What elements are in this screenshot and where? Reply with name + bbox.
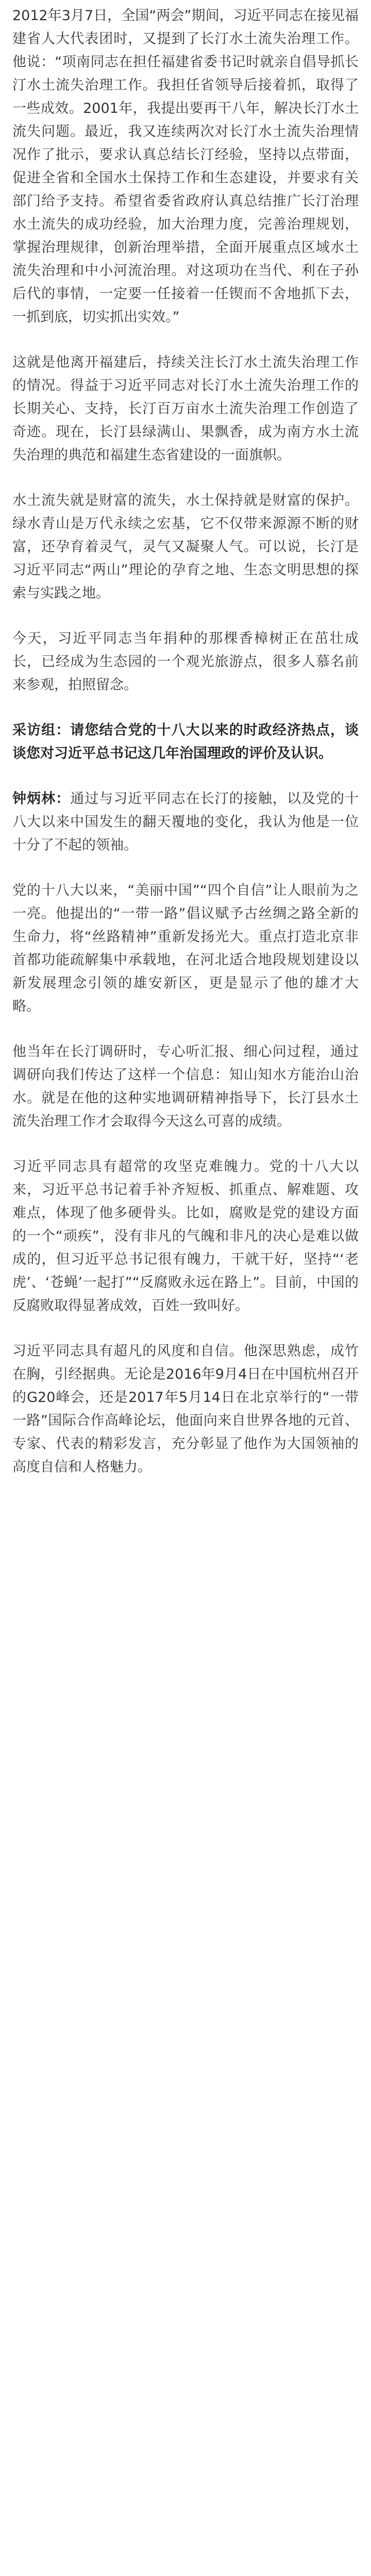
paragraph: 习近平同志具有超常的攻坚克难魄力。党的十八大以来，习近平总书记着手补齐短板、抓重点、解难题、攻难点，体现了他多硬骨头。比如，腐败是党的建设方面的一个“顽疾”，没有非凡的气魄和非凡的决心是难以做成的，但习近平总书记很有魄力，干就干好，坚持“‘老虎’、‘苍蝇’一起打”“反腐败永远在路上”。目前，中国的反腐败取得显著成效，百姓一致叫好。 [12,1159,359,1314]
answer-paragraph [12,787,359,857]
answer-text: 通过与习近平同志在长汀的接触，以及党的十八大以来中国发生的翻天覆地的变化，我认为他是一位十分了不起的领袖。 [12,791,359,853]
speaker-name: 钟炳林： [12,791,71,807]
paragraph: 党的十八大以来，“美丽中国”“四个自信”让人眼前为之一亮。他提出的“一带一路”倡议赋予古丝绸之路全新的生命力，将“丝路精神”重新发扬光大。重点打造北京非首都功能疏解集中承载地，在河北适合地段规划建设以新发展理念引领的雄安新区，更是显示了他的雄才大略。 [12,883,359,1014]
paragraph: 今天，习近平同志当年捐种的那棵香樟树正在茁壮成长，已经成为生态园的一个观光旅游点，很多人慕名前来参观，拍照留念。 [12,631,359,693]
interview-question: 采访组：请您结合党的十八大以来的时政经济热点，谈谈您对习近平总书记这几年治国理政的评价及认识。 [12,722,359,761]
paragraph: 他当年在长汀调研时，专心听汇报、细心问过程，通过调研向我们传达了这样一个信息：知山知水方能治山治水。就是在他的这种实地调研精神指导下，长汀县水土流失治理工作才会取得今天这么可喜的成绩。 [12,1044,359,1129]
paragraph: 习近平同志具有超凡的风度和自信。他深思熟虑，成竹在胸，引经据典。无论是2016年9月4日在中国杭州召开的G20峰会，还是2017年5月14日在北京举行的“一带一路”国际合作高峰论坛，他面向来自世界各地的元首、专家、代表的精彩发言，充分彰显了他作为大国领袖的高度自信和人格魅力。 [12,1343,359,1475]
paragraph: 2012年3月7日，全国“两会”期间，习近平同志在接见福建省人大代表团时，又提到了长汀水土流失治理工作。他说：“项南同志在担任福建省委书记时就亲自倡导抓长汀水土流失治理工作。我担任省领导后接着抓，取得了一些成效。2001年，我提出要再干八年，解决长汀水土流失问题。最近，我又连续两次对长汀水土流失治理情况作了批示，要求认真总结长汀经验，坚持以点带面，促进全省和全国水土保持工作和生态建设，并要求有关部门给予支持。希望省委省政府认真总结推广长汀治理水土流失的成功经验，加大治理力度，完善治理规划，掌握治理规律，创新治理举措，全面开展重点区域水土流失治理和中小河流治理。对这项功在当代、利在子孙后代的事情，一定要一任接着一任锲而不舍地抓下去，一抓到底，切实抓出实效。” [12,8,359,325]
paragraph: 水土流失就是财富的流失，水土保持就是财富的保护。绿水青山是万代永续之宏基，它不仅带来源源不断的财富，还孕育着灵气，灵气又凝聚人气。可以说，长汀是习近平同志“两山”理论的孕育之地、生态文明思想的探索与实践之地。 [12,493,359,601]
paragraph: 这就是他离开福建后，持续关注长汀水土流失治理工作的情况。得益于习近平同志对长汀水土流失治理工作的长期关心、支持，长汀百万亩水土流失治理工作创造了奇迹。现在，长汀县绿满山、果飘香，成为南方水土流失治理的典范和福建生态省建设的一面旗帜。 [12,354,359,463]
